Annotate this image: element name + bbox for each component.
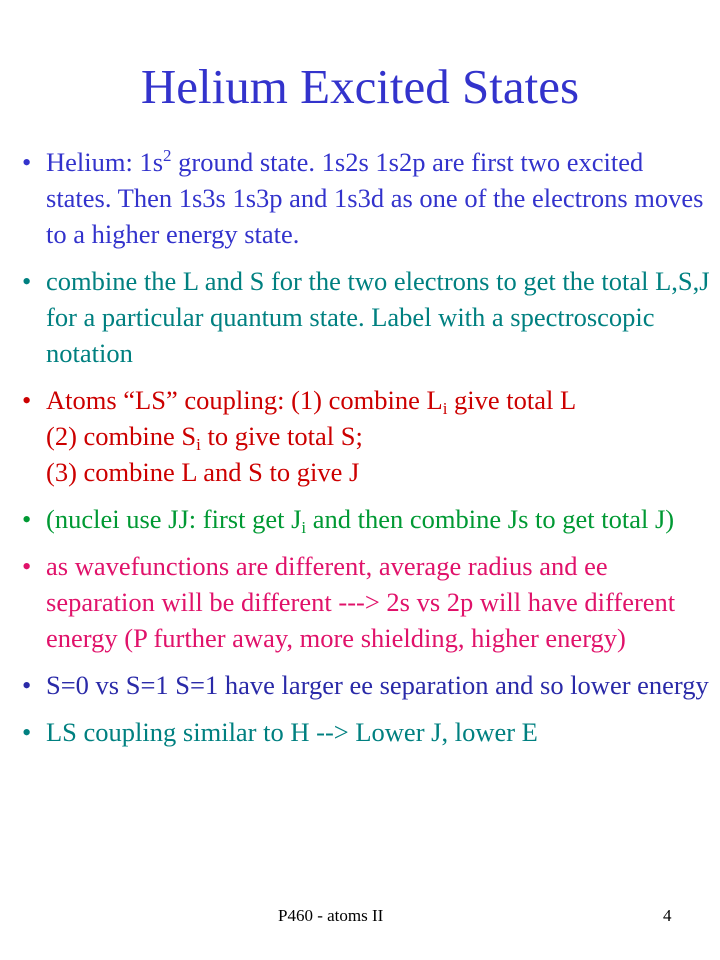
bullet-text: S=0 vs S=1 S=1 have larger ee separation and so lower energy [46,670,709,700]
bullet-text: (2) combine S [46,421,197,451]
bullet-text: Helium: 1s [46,147,164,177]
bullet-list [22,144,712,761]
bullet-nuclei-jj [22,501,712,537]
bullet-ls-coupling [22,382,712,490]
slide-title: Helium Excited States [140,59,580,114]
superscript: 2 [163,146,172,165]
bullet-text: Atoms “LS” coupling: (1) combine L [46,385,443,415]
bullet-text: and then combine Js to get total J) [306,504,675,534]
bullet-helium-states [22,144,712,252]
footer-course-label: P460 - atoms II [278,906,384,925]
bullet-marker: • [22,147,32,177]
bullet-marker: • [22,385,32,415]
subscript: i [301,518,307,537]
bullet-text: to give total S; [200,421,363,451]
bullet-text: as wavefunctions are different, average radius and ee separation will be different ---> 2s vs 2p will have different energy (P further away, more shielding, higher energy) [46,551,676,653]
bullet-spin-separation [22,667,712,703]
footer-page-number: 4 [663,906,672,925]
bullet-marker: • [22,551,32,581]
bullet-marker: • [22,717,32,747]
subscript: i [196,435,201,454]
subscript: i [442,399,448,418]
bullet-text: give total L [447,385,577,415]
bullet-marker: • [22,266,32,296]
bullet-text: ground state. 1s2s 1s2p are first two excited states. Then 1s3s 1s3p and 1s3d as one of the electrons moves to a higher energy state. [46,147,704,249]
bullet-combine-l-s [22,263,712,371]
bullet-marker: • [22,504,32,534]
bullet-text: (nuclei use JJ: first get J [46,504,302,534]
bullet-text: LS coupling similar to H --> Lower J, lower E [46,717,538,747]
bullet-marker: • [22,670,32,700]
bullet-ls-similar-h [22,714,712,750]
bullet-text: combine the L and S for the two electrons to get the total L,S,J for a particular quantum state. Label with a spectroscopic notation [46,266,710,368]
bullet-text: (3) combine L and S to give J [46,457,360,487]
bullet-wavefunctions [22,548,712,656]
